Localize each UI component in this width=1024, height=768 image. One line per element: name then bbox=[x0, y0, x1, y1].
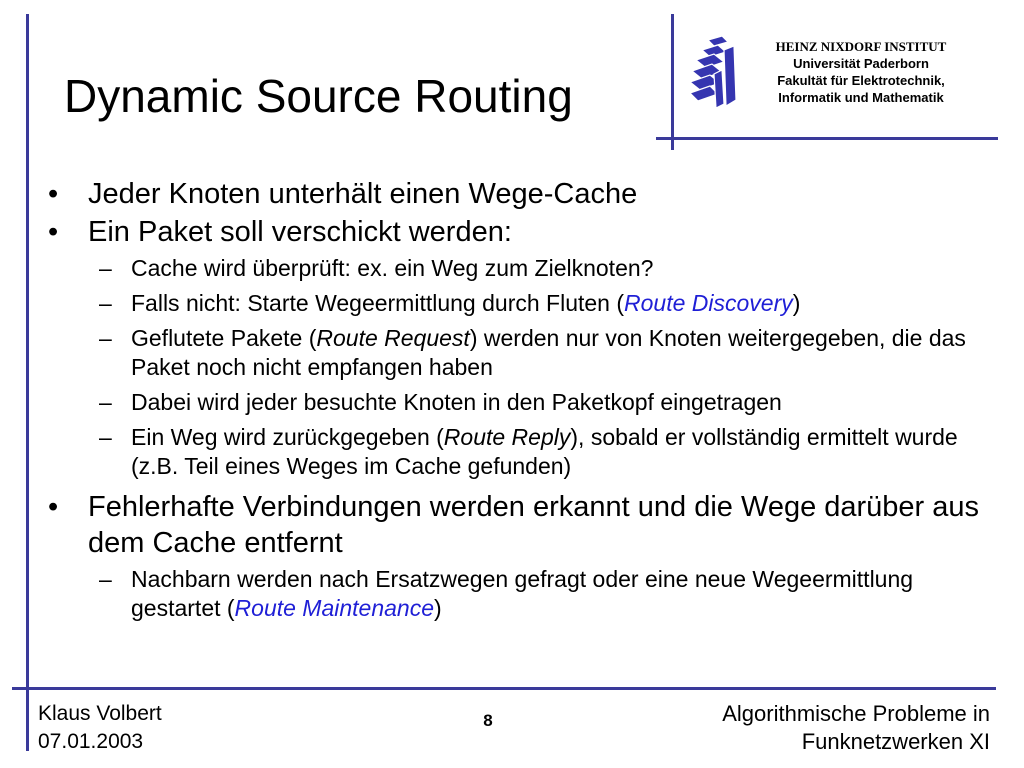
header-vertical-rule bbox=[671, 14, 674, 150]
institute-block bbox=[752, 38, 970, 106]
faculty-line1: Fakultät für Elektrotechnik, bbox=[777, 73, 945, 88]
sub-bullet-6 bbox=[99, 565, 988, 623]
course-title-line2: Funknetzwerken XI bbox=[801, 729, 990, 754]
sub-bullet-6-text-post: ) bbox=[434, 595, 442, 621]
route-maintenance-term: Route Maintenance bbox=[234, 595, 435, 621]
sub-bullet-5-text-pre: Ein Weg wird zurückgegeben ( bbox=[131, 424, 444, 450]
sub-bullet-3 bbox=[99, 324, 988, 382]
footer-author-block bbox=[38, 700, 162, 756]
sub-bullet-4 bbox=[99, 388, 988, 417]
footer-horizontal-rule bbox=[12, 687, 996, 690]
page-number: 8 bbox=[483, 711, 493, 730]
dash-marker: – bbox=[99, 566, 112, 592]
dash-marker: – bbox=[99, 325, 112, 351]
sub-bullet-2-text-pre: Falls nicht: Starte Wegeermittlung durch Fluten ( bbox=[131, 290, 625, 316]
slide-date: 07.01.2003 bbox=[38, 730, 144, 753]
left-vertical-rule bbox=[26, 14, 29, 688]
route-discovery-term: Route Discovery bbox=[624, 290, 793, 316]
slide-title: Dynamic Source Routing bbox=[64, 70, 573, 122]
sub-bullet-2 bbox=[99, 289, 988, 318]
university-logo bbox=[688, 34, 744, 108]
dash-marker: – bbox=[99, 255, 112, 281]
header-horizontal-rule bbox=[656, 137, 998, 140]
sub-bullet-3-text-pre: Geflutete Pakete ( bbox=[131, 325, 317, 351]
route-request-term: Route Request bbox=[316, 325, 470, 351]
dash-marker: – bbox=[99, 424, 112, 450]
institute-name: HEINZ NIXDORF INSTITUT bbox=[775, 39, 947, 54]
sub-bullet-5 bbox=[99, 423, 988, 481]
route-reply-term: Route Reply bbox=[443, 424, 571, 450]
university-name: Universität Paderborn bbox=[793, 56, 929, 71]
sub-bullet-1 bbox=[99, 254, 988, 283]
sub-bullet-5-text-post: ), sobald er vollständig ermittelt wurde (z.B. Teil eines Weges im Cache gefunden) bbox=[131, 424, 958, 479]
faculty-line2: Informatik und Mathematik bbox=[778, 90, 944, 105]
sub-bullet-2-text-post: ) bbox=[792, 290, 801, 316]
sub-bullet-6-text-pre: Nachbarn werden nach Ersatzwegen gefragt oder eine neue Wegeermittlung gestartet ( bbox=[131, 566, 914, 621]
sub-bullet-1-text: Cache wird überprüft: ex. ein Weg zum Zielknoten? bbox=[131, 255, 654, 281]
course-title-line1: Algorithmische Probleme in bbox=[722, 701, 990, 726]
sub-bullet-3-text-post: ) werden nur von Knoten weitergegeben, die das Paket noch nicht empfangen haben bbox=[131, 325, 966, 380]
course-title-block bbox=[722, 700, 990, 756]
author-name: Klaus Volbert bbox=[38, 702, 162, 725]
bullet-1: • Jeder Knoten unterhält einen Wege-Cache bbox=[48, 176, 988, 212]
dash-marker: – bbox=[99, 290, 112, 316]
dash-marker: – bbox=[99, 389, 112, 415]
footer-vertical-rule bbox=[26, 687, 29, 751]
bullet-2: • Ein Paket soll verschickt werden: bbox=[48, 214, 988, 250]
sub-bullet-4-text: Dabei wird jeder besuchte Knoten in den Paketkopf eingetragen bbox=[131, 389, 782, 415]
slide-content bbox=[48, 176, 988, 623]
bullet-3: • Fehlerhafte Verbindungen werden erkannt und die Wege darüber aus dem Cache entfernt bbox=[48, 489, 988, 561]
